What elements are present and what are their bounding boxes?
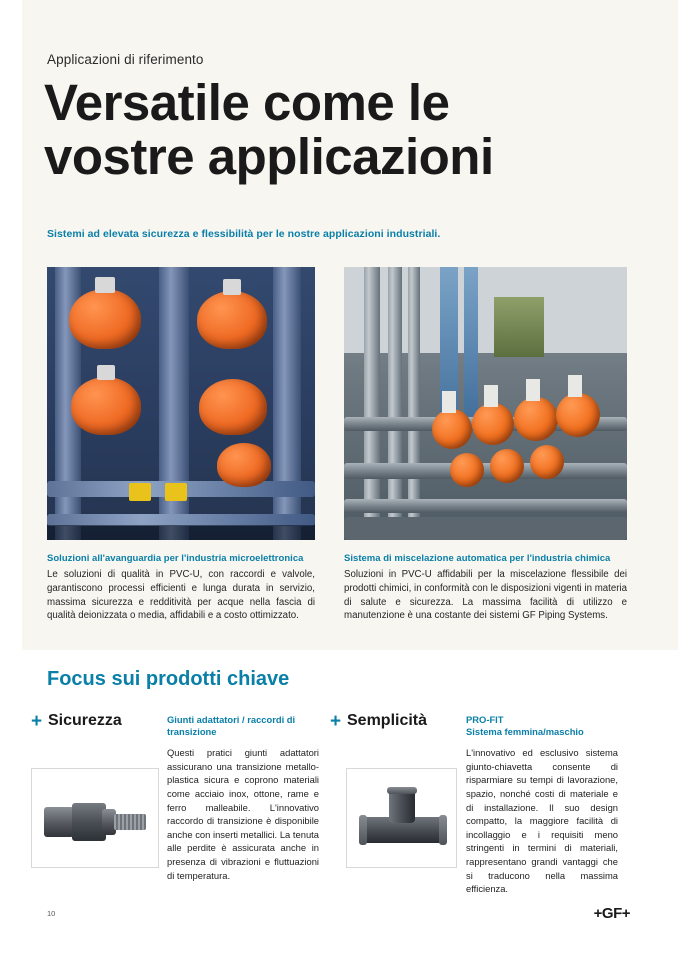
photo-left-orange-valve — [199, 379, 267, 435]
page-number: 10 — [47, 909, 56, 918]
microelectronics-plant-photo — [47, 267, 315, 540]
focus-product-body-right: L'innovativo ed esclusivo sistema giunto-chiavetta consente di risparmiare su tempi di lavorazione, spazio, nonché costi di materiale e di installazione. Il suo design compatto, la maggiore facilità di incollaggio e i requisiti meno stringenti in termini di materiali, rappresentano grandi vantaggi che si traducono nella massima efficienza. — [466, 747, 618, 895]
coupling-nut — [44, 807, 74, 837]
photo-left-caption-body: Le soluzioni di qualità in PVC-U, con raccordi e valvole, garantiscono processi efficienti e lunga durata in servizio, massima sicurezza e redditività per acque nella fascia di qualità deionizzata o media, affidabili e a costo ottimizzato. — [47, 569, 315, 622]
coupling-thread — [114, 814, 146, 830]
photo-left-valve-cap — [223, 279, 241, 295]
photo-right-valve-cap — [568, 375, 582, 397]
photo-left-caption-title: Soluzioni all'avanguardia per l'industria microelettronica — [47, 553, 304, 564]
photo-right-orange-valve — [432, 409, 472, 449]
photo-right-background-equipment — [494, 297, 544, 357]
focus-section-title: Focus sui prodotti chiave — [47, 668, 290, 690]
plus-icon: + — [330, 711, 342, 732]
photo-left-valve-cap — [97, 365, 115, 380]
tee-fitting-image — [346, 768, 457, 868]
photo-right-valve-cap — [442, 391, 456, 413]
photo-right-orange-valve — [530, 445, 564, 479]
photo-left-orange-valve — [197, 291, 267, 349]
page-title — [44, 76, 644, 184]
union-adaptor-coupling-image — [31, 768, 159, 868]
photo-right-pipe — [344, 499, 627, 513]
coupling-body — [72, 803, 106, 841]
focus-feature-semplicita: Semplicità — [347, 712, 428, 729]
photo-left-orange-valve — [217, 443, 271, 487]
photo-right-valve-cap — [526, 379, 540, 401]
photo-left-valve-cap — [95, 277, 115, 293]
photo-left-pipe — [273, 267, 301, 540]
photo-right-pipe — [344, 463, 627, 479]
photo-right-orange-valve — [514, 397, 558, 441]
tee-end-ring — [359, 815, 367, 845]
focus-product-brand-right: PRO-FIT — [466, 714, 504, 725]
page-subheadline: Sistemi ad elevata sicurezza e flessibilità per le nostre applicazioni industriali. — [47, 228, 441, 240]
page-title-line2: vostre applicazioni — [44, 128, 494, 186]
photo-right-caption-body: Soluzioni in PVC-U affidabili per la miscelazione flessibile dei prodotti chimici, in conformità con le disposizioni vigenti in materia di salute e sicurezza. La massima facilità di utilizzo e manutenzione è una costante dei sistemi GF Piping Systems. — [344, 569, 627, 622]
gf-logo: +GF+ — [593, 905, 630, 922]
tee-end-ring — [439, 815, 447, 845]
focus-product-body-left: Questi pratici giunti adattatori assicurano una transizione metallo-plastica sicura e coprono materiali come acciaio inox, ottone, rame e ferro malleabile. L'innovativo raccordo di transizione è disponibile anche con inserti metallici. La tenuta alle perdite è assicurata anche in presenza di vibrazioni e fluttuazioni di temperatura. — [167, 747, 319, 881]
photo-right-blue-pipe — [464, 267, 478, 427]
page-title-line1: Versatile come le — [44, 74, 450, 131]
photo-left-orange-valve — [69, 289, 141, 349]
photo-left-yellow-label — [129, 483, 151, 501]
photo-right-floor — [344, 517, 627, 540]
photo-right-caption-title: Sistema di miscelazione automatica per l'industria chimica — [344, 553, 611, 564]
section-eyebrow: Applicazioni di riferimento — [47, 52, 204, 67]
photo-left-orange-valve — [71, 377, 141, 435]
photo-right-orange-valve — [556, 393, 600, 437]
photo-right-valve-cap — [484, 385, 498, 407]
tee-branch-ring — [387, 787, 417, 794]
photo-left-floor — [47, 525, 315, 540]
focus-feature-sicurezza: Sicurezza — [48, 712, 122, 729]
photo-left-yellow-label — [165, 483, 187, 501]
focus-product-title-right: Sistema femmina/maschio — [466, 726, 584, 737]
photo-right-orange-valve — [490, 449, 524, 483]
photo-right-orange-valve — [472, 403, 514, 445]
focus-product-title-left: Giunti adattatori / raccordi di transizione — [167, 714, 296, 738]
photo-right-orange-valve — [450, 453, 484, 487]
tee-branch — [389, 789, 415, 823]
chemical-industry-dosing-photo — [344, 267, 627, 540]
plus-icon: + — [31, 711, 43, 732]
photo-right-ceiling — [344, 267, 627, 353]
